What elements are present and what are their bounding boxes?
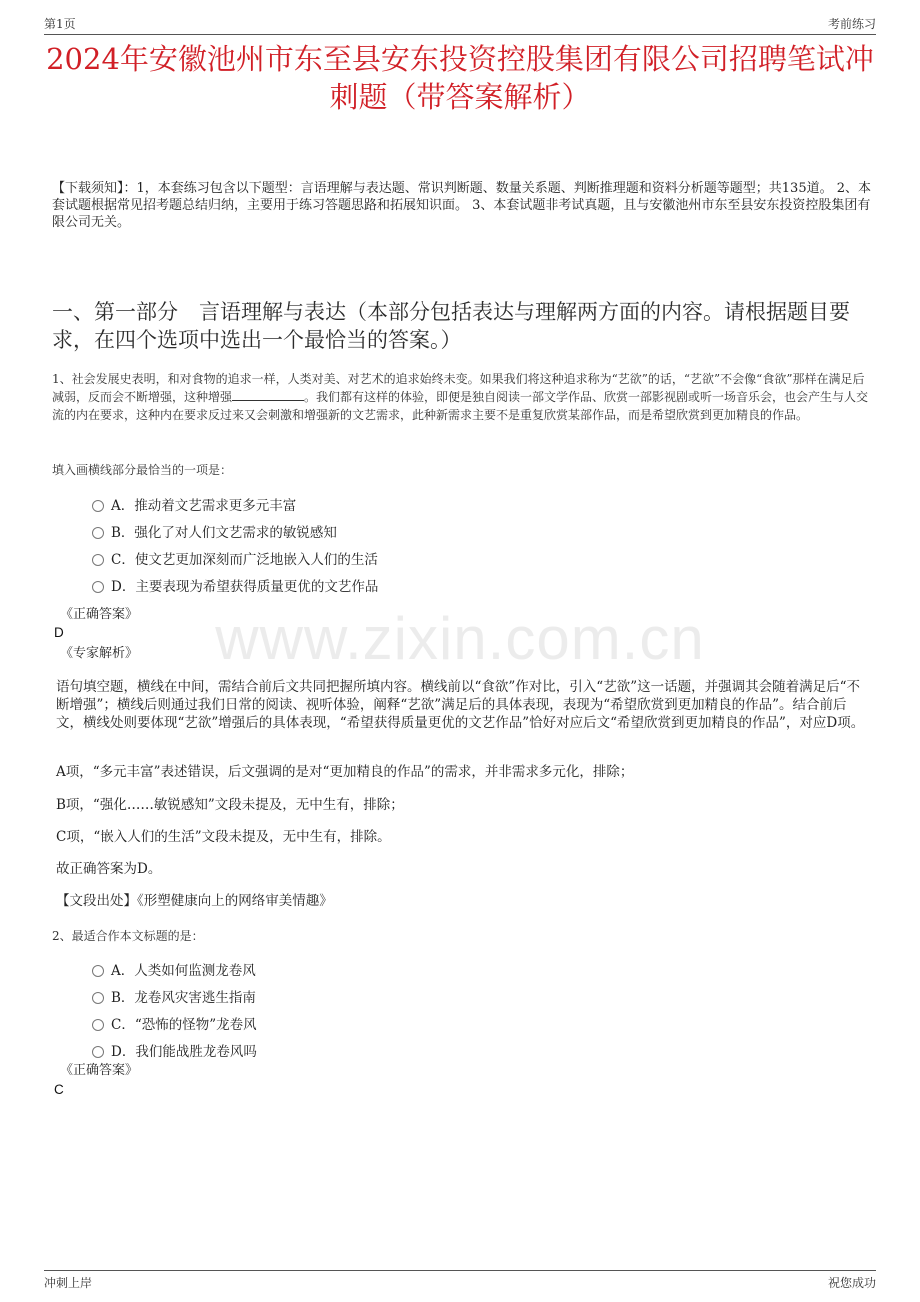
page-footer: [44, 1270, 876, 1290]
radio-button[interactable]: [92, 1046, 104, 1058]
question-1-stem: 1、社会发展史表明，和对食物的追求一样，人类对美、对艺术的追求始终未变。如果我们将这种追求称为“艺欲”的话，“艺欲”不会像“食欲”那样在满足后减弱，反而会不断增强，这种增强 。我们都有这样的体验，即便是独自阅读一部文学作品、欣赏一部影视剧或听一场音乐会，也会产生与人交流的内在要求，这种内在要求反过来又会刺激和增强新的文艺需求，此种新需求主要不是重复欣赏某部作品，而是希望欣赏到更加精良的作品。: [52, 372, 869, 422]
question-2-stem: 2、最适合作本文标题的是：: [52, 929, 204, 943]
q1-answer-label: 《正确答案》: [60, 607, 139, 622]
header-tag: 考前练习: [827, 17, 876, 31]
radio-button[interactable]: [92, 554, 104, 566]
q1-answer: D: [54, 625, 64, 640]
q1-option-c[interactable]: C．使文艺更加深刻而广泛地嵌入人们的生活: [92, 550, 378, 570]
page-header: [44, 12, 876, 35]
document-title: 2024年安徽池州市东至县安东投资控股集团有限公司招聘笔试冲刺题（带答案解析）: [46, 42, 874, 114]
download-notice: 【下载须知】：1，本套练习包含以下题型：言语理解与表达题、常识判断题、数量关系题、判断推理题和资料分析题等题型；共135道。 2、本套试题根据常见招考题总结归纳，主要用于练习答题思路和拓展知识面。 3、本套试题非考试真题，且与安徽池州市东至县安东投资控股集团有限公司无关。: [52, 181, 871, 230]
radio-button[interactable]: [92, 527, 104, 539]
radio-button[interactable]: [92, 965, 104, 977]
question-1-prompt: 填入画横线部分最恰当的一项是：: [52, 463, 233, 477]
radio-button[interactable]: [92, 500, 104, 512]
q2-option-d[interactable]: D．我们能战胜龙卷风吗: [92, 1042, 257, 1062]
section-heading: 一、第一部分 言语理解与表达（本部分包括表达与理解两方面的内容。请根据题目要求，在四个选项中选出一个最恰当的答案。）: [52, 300, 850, 352]
analysis-option-a: A项，“多元丰富”表述错误，后文强调的是对“更加精良的作品”的需求，并非需求多元化，排除；: [56, 764, 634, 780]
radio-button[interactable]: [92, 581, 104, 593]
q1-option-b[interactable]: B．强化了对人们文艺需求的敏锐感知: [92, 523, 337, 543]
analysis-conclusion: 故正确答案为D。: [56, 861, 162, 877]
footer-right: 祝您成功: [827, 1276, 876, 1290]
analysis-option-c: C项，“嵌入人们的生活”文段未提及，无中生有，排除。: [56, 829, 391, 845]
analysis-source: 【文段出处】《形塑健康向上的网络审美情趣》: [56, 893, 333, 909]
watermark: www.zixin.com.cn: [215, 605, 705, 672]
analysis-paragraph: 语句填空题，横线在中间，需结合前后文共同把握所填内容。横线前以“食欲”作对比，引入“艺欲”这一话题，并强调其会随着满足后“不断增强”；横线后则通过我们日常的阅读、视听体验，阐释“艺欲”满足后的具体表现，表现为“希望欣赏到更加精良的作品”。结合前后文，横线处则要体现“艺欲”增强后的具体表现，“希望获得质量更优的文艺作品”恰好对应后文“希望欣赏到更加精良的作品”，对应D项。: [56, 679, 865, 731]
radio-button[interactable]: [92, 992, 104, 1004]
fill-blank: [232, 389, 304, 401]
q2-answer-label: 《正确答案》: [60, 1063, 139, 1078]
q1-option-d[interactable]: D．主要表现为希望获得质量更优的文艺作品: [92, 577, 378, 597]
q2-option-c[interactable]: C．“恐怖的怪物”龙卷风: [92, 1015, 257, 1035]
footer-left: 冲刺上岸: [44, 1276, 93, 1290]
q1-option-a[interactable]: A．推动着文艺需求更多元丰富: [92, 496, 296, 516]
q2-option-b[interactable]: B．龙卷风灾害逃生指南: [92, 988, 256, 1008]
page-number: 第1页: [44, 17, 76, 31]
q2-option-a[interactable]: A．人类如何监测龙卷风: [92, 961, 256, 981]
radio-button[interactable]: [92, 1019, 104, 1031]
q2-answer: C: [54, 1082, 64, 1097]
analysis-option-b: B项，“强化……敏锐感知”文段未提及，无中生有，排除；: [56, 797, 404, 813]
q1-analysis-label: 《专家解析》: [60, 646, 139, 661]
